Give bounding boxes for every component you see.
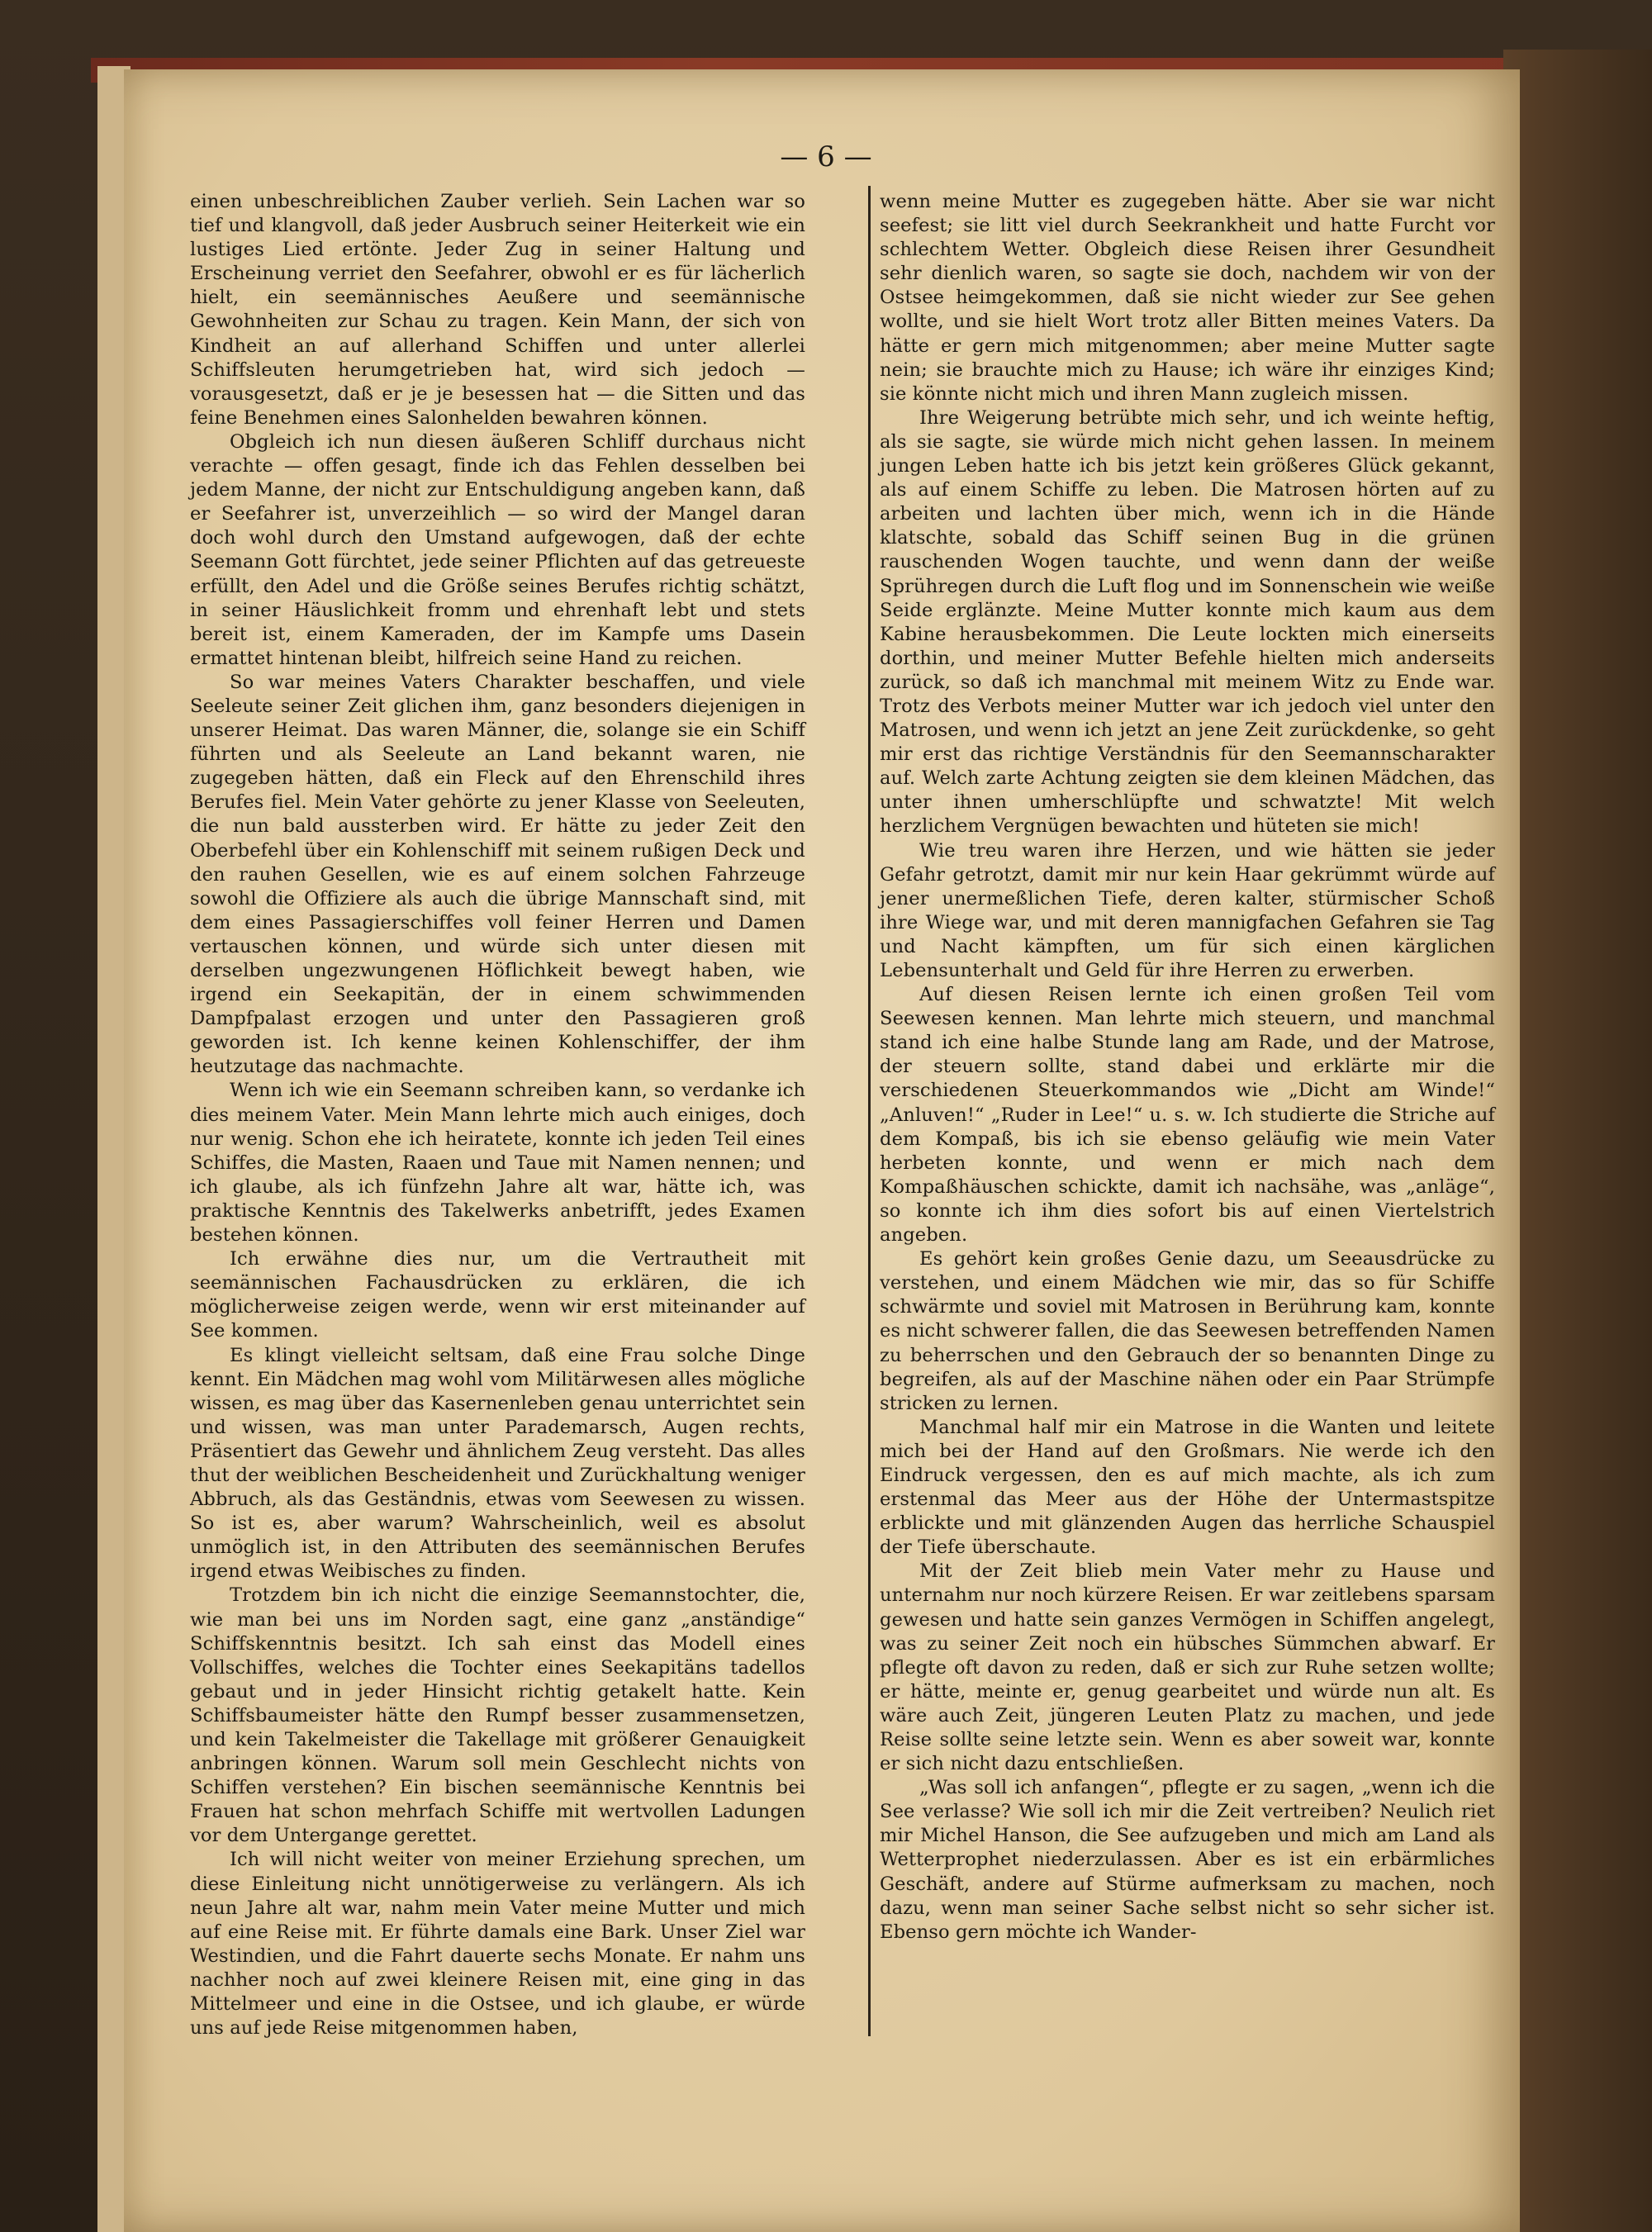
book-binding-right bbox=[1503, 50, 1652, 2232]
paragraph: Wenn ich wie ein Seemann schreiben kann, so verdanke ich dies meinem Vater. Mein Mann lehrte mich auch einiges, doch nur wenig. Schon ehe ich heiratete, konnte ich jeden Teil eines Schiffes, die Masten, Raaen und Taue mit Namen nennen; und ich glaube, als ich fünfzehn Jahre alt war, hätte ich, was praktische Kenntnis des Takelwerks anbetrifft, jedes Examen bestehen können. bbox=[190, 1080, 805, 1247]
page-number: — 6 — bbox=[780, 140, 872, 173]
paragraph: Es klingt vielleicht seltsam, daß eine Frau solche Dinge kennt. Ein Mädchen mag wohl vom Militärwesen alles mögliche wissen, es mag über das Kasernenleben genau unterrichtet sein und wissen, was man unter Parademarsch, Augen rechts, Präsentiert das Gewehr und ähnlichem Zeug versteht. Das alles thut der weiblichen Bescheidenheit und Zurückhaltung weniger Abbruch, als das Geständnis, etwas vom Seewesen zu wissen. So ist es, aber warum? Wahrscheinlich, weil es absolut unmöglich ist, in den Attributen des seemännischen Berufes irgend etwas Weibisches zu finden. bbox=[190, 1344, 805, 1583]
paragraph: Obgleich ich nun diesen äußeren Schliff durchaus nicht verachte — offen gesagt, finde ich das Fehlen desselben bei jedem Manne, der nicht zur Entschuldigung angeben kann, daß er Seefahrer ist, unverzeihlich — so wird der Mangel daran doch wohl durch den Umstand aufgewogen, daß der echte Seemann Gott fürchtet, jede seiner Pflichten auf das getreueste erfüllt, den Adel und die Größe seines Berufes richtig schätzt, in seiner Häuslichkeit fromm und ehrenhaft lebt und stets bereit ist, einem Kameraden, der im Kampfe ums Dasein ermattet hintenan bleibt, hilfreich seine Hand zu reichen. bbox=[190, 430, 805, 669]
paragraph: Mit der Zeit blieb mein Vater mehr zu Hause und unternahm nur noch kürzere Reisen. Er war zeitlebens sparsam gewesen und hatte sein ganzes Vermögen in Schiffen angelegt, was zu seiner Zeit noch ein hübsches Sümmchen abwarf. Er pflegte oft davon zu reden, daß er sich zur Ruhe setzen wollte; er hätte, meinte er, genug gearbeitet und würde nun alt. Es wäre auch Zeit, jüngeren Leuten Platz zu machen, und jede Reise sollte seine letzte sein. Wenn es aber soweit war, konnte er sich nicht dazu entschließen. bbox=[880, 1560, 1495, 1775]
paragraph: Ihre Weigerung betrübte mich sehr, und ich weinte heftig, als sie sagte, sie würde mich nicht gehen lassen. In meinem jungen Leben hatte ich bis jetzt kein größeres Glück gekannt, als auf einem Schiffe zu leben. Die Matrosen hörten auf zu arbeiten und lachten über mich, wenn ich in die Hände klatschte, sobald das Schiff seinen Bug in die grünen rauschenden Wogen tauchte, und wenn dann der weiße Sprühregen durch die Luft flog und im Sonnenschein wie weiße Seide erglänzte. Meine Mutter konnte mich kaum aus dem Kabine herausbekommen. Die Leute lockten mich einerseits dorthin, und meiner Mutter Befehle hielten mich anderseits zurück, so daß ich manchmal mit meinem Witz zu Ende war. Trotz des Verbots meiner Mutter war ich jedoch viel unter den Matrosen, und wenn ich jetzt an jene Zeit zurückdenke, so geht mir erst das richtige Verständnis für den Seemannscharakter auf. Welch zarte Achtung zeigten sie dem kleinen Mädchen, das unter ihnen umherschlüpfte und schwatzte! Mit welch herzlichem Vergnügen bewachten und hüteten sie mich! bbox=[880, 406, 1495, 838]
paragraph: So war meines Vaters Charakter beschaffen, und viele Seeleute seiner Zeit glichen ihm, ganz besonders diejenigen in unserer Heimat. Das waren Männer, die, solange sie ein Schiff führten und als Seeleute an Land bekannt waren, nie zugegeben hätten, daß ein Fleck auf den Ehrenschild ihres Berufes fiel. Mein Vater gehörte zu jener Klasse von Seeleuten, die nun bald aussterben wird. Er hätte zu jeder Zeit den Oberbefehl über ein Kohlenschiff mit seinem rußigen Deck und den rauhen Gesellen, wie es auf einem solchen Fahrzeuge sowohl die Offiziere als auch die übrige Mannschaft sind, mit dem eines Passagierschiffes voll feiner Herren und Damen vertauschen können, und würde sich unter diesen mit derselben ungezwungenen Höflichkeit bewegt haben, wie irgend ein Seekapitän, der in einem schwimmenden Dampfpalast erzogen und unter den Passagieren groß geworden ist. Ich kenne keinen Kohlenschiffer, der ihm heutzutage das nachmachte. bbox=[190, 671, 805, 1078]
paragraph: wenn meine Mutter es zugegeben hätte. Aber sie war nicht seefest; sie litt viel durch Seekrankheit und hatte Furcht vor schlechtem Wetter. Obgleich diese Reisen ihrer Gesundheit sehr dienlich waren, so sagte sie doch, nachdem wir von der Ostsee heimgekommen, daß sie nicht wieder zur See gehen wollte, und sie hielt Wort trotz aller Bitten meines Vaters. Da hätte er gern mich mitgenommen; aber meine Mutter sagte nein; sie brauchte mich zu Hause; ich wäre ihr einziges Kind; sie könnte nicht mich und ihren Mann zugleich missen. bbox=[880, 191, 1495, 405]
right-column bbox=[880, 190, 1495, 1945]
paragraph: Es gehört kein großes Genie dazu, um Seeausdrücke zu verstehen, und einem Mädchen wie mir, das so für Schiffe schwärmte und soviel mit Matrosen in Berührung kam, konnte es nicht schwerer fallen, die das Seewesen betreffenden Namen zu beherrschen und den Gebrauch der so benannten Dinge zu begreifen, als auf der Maschine nähen oder ein Paar Strümpfe stricken zu lernen. bbox=[880, 1248, 1495, 1414]
paragraph: Trotzdem bin ich nicht die einzige Seemannstochter, die, wie man bei uns im Norden sagt, eine ganz „anständige“ Schiffskenntnis besitzt. Ich sah einst das Modell eines Vollschiffes, welches die Tochter eines Seekapitäns tadellos gebaut und in jeder Hinsicht richtig getakelt hatte. Kein Schiffsbaumeister hätte den Rumpf besser zusammensetzen, und kein Takelmeister die Takellage mit größerer Genauigkeit anbringen können. Warum soll mein Geschlecht nichts von Schiffen verstehen? Ein bischen seemännische Kenntnis bei Frauen hat schon mehrfach Schiffe mit wertvollen Ladungen vor dem Untergange gerettet. bbox=[190, 1584, 805, 1847]
paragraph: Auf diesen Reisen lernte ich einen großen Teil vom Seewesen kennen. Man lehrte mich steuern, und manchmal stand ich eine halbe Stunde lang am Rade, und der Matrose, der steuern sollte, stand dabei und erklärte mir die verschiedenen Steuerkommandos wie „Dicht am Winde!“ „Anluven!“ „Ruder in Lee!“ u. s. w. Ich studierte die Striche auf dem Kompaß, bis ich sie ebenso geläufig wie mein Vater herbeten konnte, und wenn er mich nach dem Kompaßhäuschen schickte, damit ich nachsähe, was „anläge“, so konnte ich ihm dies sofort bis auf einen Viertelstrich angeben. bbox=[880, 984, 1495, 1247]
paragraph: Wie treu waren ihre Herzen, und wie hätten sie jeder Gefahr getrotzt, damit mir nur kein Haar gekrümmt würde auf jener unermeßlichen Tiefe, deren kalter, stürmischer Schoß ihre Wiege war, und mit deren mannigfachen Gefahren sie Tag und Nacht kämpften, um für sich einen kärglichen Lebensunterhalt und Geld für ihre Herren zu erwerben. bbox=[880, 839, 1495, 981]
column-divider bbox=[868, 186, 871, 2036]
paragraph: einen unbeschreiblichen Zauber verlieh. Sein Lachen war so tief und klangvoll, daß jeder Ausbruch seiner Heiterkeit wie ein lustiges Lied ertönte. Jeder Zug in seiner Haltung und Erscheinung verriet den Seefahrer, obwohl er es für lächerlich hielt, ein seemännisches Aeußere und seemännische Gewohnheiten zur Schau zu tragen. Kein Mann, der sich von Kindheit an auf allerhand Schiffen und unter allerlei Schiffsleuten herumgetrieben hat, wird sich jedoch — vorausgesetzt, daß er je je besessen hat — die Sitten und das feine Benehmen eines Salonhelden bewahren können. bbox=[190, 191, 805, 429]
paragraph: Ich erwähne dies nur, um die Vertrautheit mit seemännischen Fachausdrücken zu erklären, die ich möglicherweise zeigen werde, wenn wir erst miteinander auf See kommen. bbox=[190, 1248, 805, 1342]
left-column bbox=[190, 190, 805, 2040]
paragraph: Ich will nicht weiter von meiner Erziehung sprechen, um diese Einleitung nicht unnötigerweise zu verlängern. Als ich neun Jahre alt war, nahm mein Vater meine Mutter und mich auf eine Reise mit. Er führte damals eine Bark. Unser Ziel war Westindien, und die Fahrt dauerte sechs Monate. Er nahm uns nachher noch auf zwei kleinere Reisen mit, eine ging in das Mittelmeer und eine in die Ostsee, und ich glaube, er würde uns auf jede Reise mitgenommen haben, bbox=[190, 1849, 805, 2040]
paragraph: „Was soll ich anfangen“, pflegte er zu sagen, „wenn ich die See verlasse? Wie soll ich mir die Zeit vertreiben? Neulich riet mir Michel Hanson, die See aufzugeben und mich am Land als Wetterprophet niederzulassen. Aber es ist ein erbärmliches Geschäft, andere auf Stürme aufmerksam zu machen, noch dazu, wenn man seiner Sache selbst nicht so sehr sicher ist. Ebenso gern möchte ich Wander- bbox=[880, 1777, 1495, 1943]
paragraph: Manchmal half mir ein Matrose in die Wanten und leitete mich bei der Hand auf den Großmars. Nie werde ich den Eindruck vergessen, den es auf mich machte, als ich zum erstenmal das Meer aus der Höhe der Untermastspitze erblickte und mit glänzenden Augen das herrliche Schauspiel der Tiefe überschaute. bbox=[880, 1416, 1495, 1559]
